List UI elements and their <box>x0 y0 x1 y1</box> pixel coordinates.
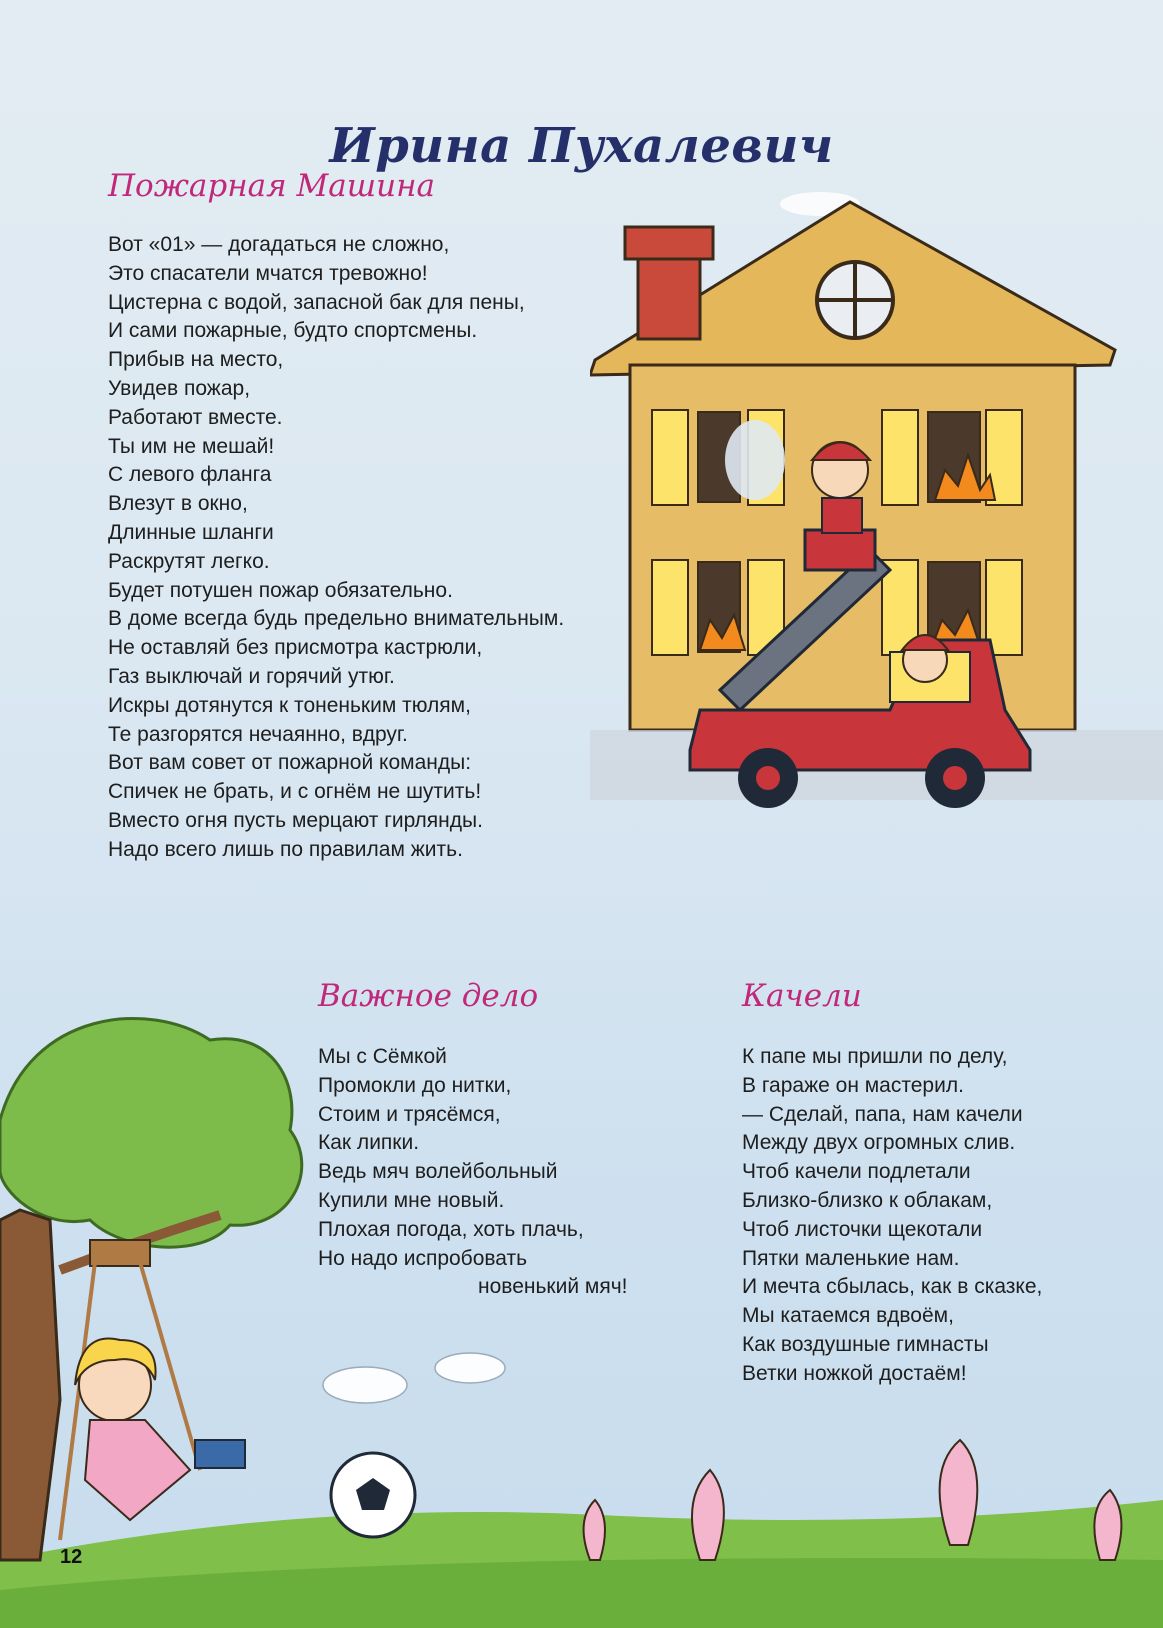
poem-line: Пятки маленькие нам. <box>742 1246 960 1270</box>
poem-line: новенький мяч! <box>478 1275 628 1299</box>
poem-line: Вместо огня пусть мерцают гирлянды. <box>108 808 483 832</box>
poem-line: Чтоб листочки щекотали <box>742 1217 983 1241</box>
poem-line: Чтоб качели подлетали <box>742 1160 971 1184</box>
poem-line: Те разгорятся нечаянно, вдруг. <box>108 722 408 746</box>
poem-line: Длинные шланги <box>108 520 274 544</box>
poem-line: Ветки ножкой достаём! <box>742 1361 967 1385</box>
poem-line: Между двух огромных слив. <box>742 1131 1016 1155</box>
poem-swing <box>742 1043 1042 1389</box>
fire-house-illustration <box>590 190 1163 850</box>
poem-line: Плохая погода, хоть плачь, <box>318 1217 584 1241</box>
poem-line: Надо всего лишь по правилам жить. <box>108 837 463 861</box>
poem-line: Прибыв на место, <box>108 348 284 372</box>
poem-line: Не оставляй без присмотра кастрюли, <box>108 636 483 660</box>
poem-line: Как воздушные гимнасты <box>742 1332 989 1356</box>
author-name: Ирина Пухалевич <box>329 118 834 175</box>
poem-important-thing <box>318 1043 627 1302</box>
poem-line: Вот вам совет от пожарной команды: <box>108 751 472 775</box>
poem-line: Мы с Сёмкой <box>318 1045 447 1068</box>
poem-line: Это спасатели мчатся тревожно! <box>108 261 428 285</box>
poem-line: — Сделай, папа, нам качели <box>742 1102 1023 1126</box>
poem-line: Работают вместе. <box>108 405 283 429</box>
poem-line: Спичек не брать, и с огнём не шутить! <box>108 780 482 804</box>
poem-line: К папе мы пришли по делу, <box>742 1045 1008 1068</box>
poem-line: В гараже он мастерил. <box>742 1073 964 1097</box>
poem-line: Влезут в окно, <box>108 492 248 516</box>
poem-line: Промокли до нитки, <box>318 1073 512 1097</box>
poem-title-important-thing: Важное дело <box>318 978 539 1014</box>
poem-title-swing: Качели <box>742 978 862 1014</box>
poem-line: Купили мне новый. <box>318 1188 505 1212</box>
poem-line: И мечта сбылась, как в сказке, <box>742 1275 1043 1299</box>
poem-line: Цистерна с водой, запасной бак для пены, <box>108 290 525 314</box>
poem-line: Увидев пожар, <box>108 376 251 400</box>
poem-fire-truck <box>108 231 564 865</box>
poem-line: Ты им не мешай! <box>108 434 275 458</box>
poem-line: Близко-близко к облакам, <box>742 1188 993 1212</box>
poem-line: Будет потушен пожар обязательно. <box>108 578 453 602</box>
poem-title-fire-truck: Пожарная Машина <box>108 168 435 204</box>
poem-line: И сами пожарные, будто спортсмены. <box>108 319 478 343</box>
poem-line: Ведь мяч волейбольный <box>318 1160 558 1184</box>
poem-line: Искры дотянутся к тоненьким тюлям, <box>108 693 471 717</box>
poem-line: Газ выключай и горячий утюг. <box>108 664 395 688</box>
poem-line: С левого фланга <box>108 463 272 487</box>
poem-line: Мы катаемся вдвоём, <box>742 1304 954 1328</box>
poem-line: Вот «01» — догадаться не сложно, <box>108 233 450 256</box>
poem-line: Как липки. <box>318 1131 420 1155</box>
poem-line: Но надо испробовать <box>318 1246 528 1270</box>
poem-line: В доме всегда будь предельно внимательным. <box>108 607 565 631</box>
page-number: 12 <box>60 1546 83 1568</box>
poem-line: Раскрутят легко. <box>108 549 270 573</box>
poem-line: Стоим и трясёмся, <box>318 1102 501 1126</box>
